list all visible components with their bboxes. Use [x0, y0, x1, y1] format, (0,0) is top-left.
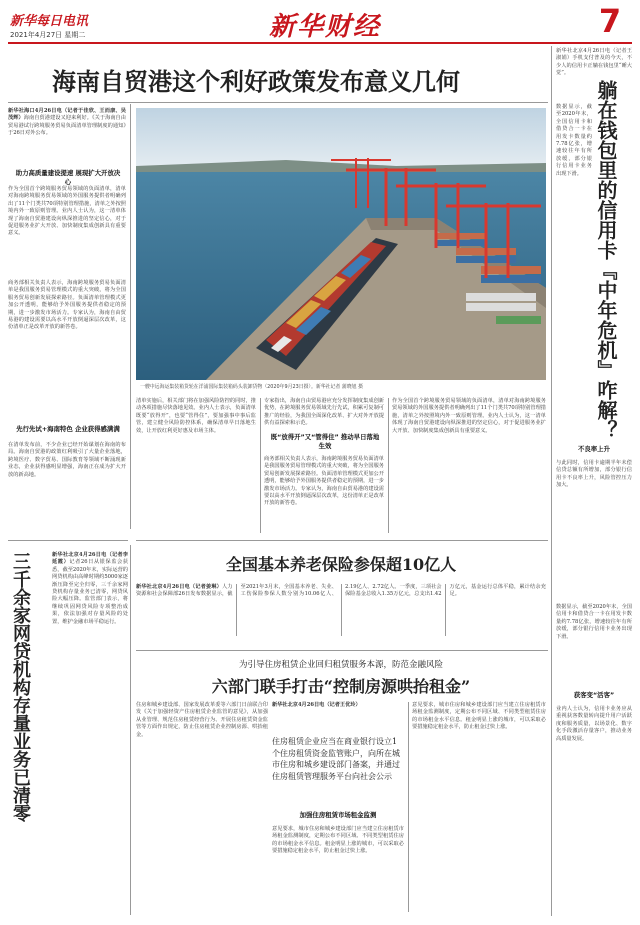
column-divider — [260, 398, 261, 533]
rental-headline: 六部门联手打击“控制房源哄抬租金” — [211, 677, 471, 696]
rental-body-3: 意见要求，城市住房和城乡建设部门应当建立住房租赁市场租金监测制度，定期公布不同区域、不同类型租赁住房的市场租金水平信息。租金明显上涨的城市，可以采取必要措施稳定租金水平，防止租金过快上涨。 — [412, 702, 546, 731]
rental-pullquote: 住房租赁企业应当在商业银行设立1个住房租赁资金监管账户，向所在城市住房和城乡建设部门备案，并通过住房租赁管理服务平台向社会公示 — [272, 737, 400, 781]
card-body-1: 数据显示，截至2020年末，全国信用卡和借贷合一卡在用发卡数量约7.78亿张，增速较往年有所放缓，部分银行信用卡业务出现下滑。 — [556, 104, 592, 177]
section-name: 新华财经 — [268, 12, 381, 42]
masthead-paper-name: 新华每日电讯 — [10, 14, 89, 29]
lead-body-5-cont: 作为全国首个跨境服务贸易领域的负面清单，清单对海南跨境服务贸易领域的外国服务提供者明确列出了11个门类共70项特别管理措施，清单之外按照境内外一致原则管理。业内人士认为，这一清单体现了海南自贸港建设向纵深推进的坚定信心，对于促进服务业扩大开放、加快制度集成创新具有重要意义。 — [392, 398, 546, 434]
card-intro: 新华社北京4月26日电（记者王淑娟）手机支付普及的今天，不少人的信用卡正躺在钱包里“睡大觉”。 — [556, 48, 632, 77]
card-body-2b: 数据显示，截至2020年末，全国信用卡和借贷合一卡在用发卡数量约7.78亿张，增速较往年有所放缓，部分银行信用卡业务出现下滑。 — [556, 604, 632, 640]
column-divider — [551, 46, 552, 916]
lead-headline: 海南自贸港这个利好政策发布意义几何 — [52, 68, 460, 96]
headline-rule — [8, 102, 548, 103]
p2p-body: 新华社北京4月26日电（记者李延霞）记者26日从银保监会获悉，截至2020年末，实际运营的网贷机构由高峰时期约5000家逐渐压降至完全归零，三千余家网贷机构存量业务已清零，网贷风险大幅压降。监管部门表示，将继续巩固网贷风险专项整治成果，依法加强对存量风险的处置，维护金融市场平稳运行。 — [52, 552, 128, 625]
lead-body-3: 在清单发布前，不少企业已经开始谋划在海南的布局。海南自贸港的政策红利吸引了大量企业落地，跨境医疗、数字贸易、国际教育等领域不断涌现新业态，企业获得感明显增强，海南正在成为扩大开放的新高地。 — [8, 442, 126, 478]
card-headline: 躺在钱包里的信用卡『中年危机』咋解？ — [594, 80, 618, 440]
rental-kicker: 为引导住房租赁企业回归租赁服务本源，防范金融风险 — [238, 660, 443, 670]
column-divider — [408, 702, 409, 912]
lead-body-2: 商务部相关负责人表示，海南跨境服务贸易负面清单是我国服务贸易管理模式的重大突破，将为全国服务贸易创新发展探索路径。负面清单管理模式更加公开透明，能够给予外国服务提供者稳定的预期，进一步激发市场活力。专家认为，海南自由贸易港的建设需要以高水平开放倒逼深层次改革，这份清单正是改革开放的新答卷。 — [8, 280, 126, 331]
lead-subhead-2: 先行先试+海南特色 企业获得感满满 — [16, 425, 120, 433]
left-feature-rule — [8, 540, 128, 541]
lead-body-4: 清单实施后，相关部门将在加强风险防控的同时，推动各项措施尽快落地见效。业内人士表示，负面清单既要“放得开”，也要“管得住”，要加强事中事后监管，建立健全风险防控体系，确保清单早日落地生效，让开放红利更好惠及市场主体。 — [136, 398, 256, 434]
card-body-3: 业内人士认为，信用卡业务应从重视获客数量转向提升用户活跃度和服务质量，以场景化、数字化手段激活存量客户，推动业务高质量发展。 — [556, 706, 632, 742]
lead-subhead-3: 既“放得开”又“管得住” 推动早日落地生效 — [270, 433, 380, 450]
pension-headline: 全国基本养老保险参保超10亿人 — [225, 555, 457, 574]
rental-body-1: 住房和城乡建设部、国家发展改革委等六部门日前联合印发《关于加强轻资产住房租赁企业监管的意见》，从加强从业管理、规范住房租赁经营行为、开展住房租赁资金监管等方面作出规定，防止住房租赁企业控制房源、哄抬租金。 — [136, 702, 268, 738]
lead-subhead-1: 助力高质量建设提速 展现扩大开放决心 — [15, 169, 121, 186]
column-divider — [130, 545, 131, 915]
card-subhead-3: 获客变“活客” — [573, 691, 615, 699]
card-body-2: 与此同时，信用卡逾期半年未偿信贷总额有所增加，部分银行信用卡不良率上升，风险管控压力加大。 — [556, 460, 632, 489]
port-photo — [136, 108, 546, 380]
column-divider — [388, 398, 389, 533]
lead-dateline: 新华社海口4月26日电（记者于佳欣、王而康、吴茂辉）海南自贸港建设又迎来利好。《关于海南自由贸易港试行跨境服务贸易负面清单管理制度的通知》于26日对外公布。 — [8, 108, 126, 137]
lead-body-5: 专家指出，海南自由贸易港应充分发挥制度集成创新优势，在跨境服务贸易领域先行先试，积累可复制可推广的经验，为我国全面深化改革、扩大对外开放提供有益探索和示范。 — [264, 398, 384, 427]
masthead-rule — [8, 42, 632, 44]
lead-body-1: 作为全国首个跨境服务贸易领域的负面清单，清单对海南跨境服务贸易领域的外国服务提供者明确列出了11个门类共70项特别管理措施，清单之外按照境内外一致原则管理。业内人士认为，这一清单体现了海南自贸港建设向纵深推进的坚定信心，对于促进服务业扩大开放、加快制度集成创新具有重要意义。 — [8, 186, 126, 237]
section-rule — [136, 650, 548, 651]
rental-subhead: 加强住房租赁市场租金监测 — [299, 811, 377, 819]
pension-body: 新华社北京4月26日电（记者姜琳）人力资源和社会保障部26日发布数据显示，截至2021年3月末，全国基本养老、失业、工伤保险参保人数分别为10.06亿人、2.19亿人、2.72亿人。一季度，三项社会保险基金总收入1.35万亿元，总支出1.42万亿元，基金运行总体平稳，累计结余充足。 — [136, 584, 546, 598]
section-rule — [136, 540, 548, 541]
lead-body-4-cont: 商务部相关负责人表示，海南跨境服务贸易负面清单是我国服务贸易管理模式的重大突破，将为全国服务贸易创新发展探索路径。负面清单管理模式更加公开透明，能够给予外国服务提供者稳定的预期，进一步激发市场活力。专家认为，海南自由贸易港的建设需要以高水平开放倒逼深层次改革，这份清单正是改革开放的新答卷。 — [264, 456, 384, 507]
p2p-headline: 三千余家网贷机构存量业务已清零 — [10, 552, 31, 822]
column-divider — [130, 104, 131, 529]
rental-body-1-cont: 新华社北京4月26日电（记者王优玲） — [272, 702, 361, 708]
rental-body-2: 意见要求，城市住房和城乡建设部门应当建立住房租赁市场租金监测制度，定期公布不同区域、不同类型租赁住房的市场租金水平信息。租金明显上涨的城市，可以采取必要措施稳定租金水平，防止租金过快上涨。 — [272, 826, 404, 855]
masthead-date: 2021年4月27日 星期二 — [10, 31, 86, 39]
card-subhead-2: 不良率上升 — [578, 445, 610, 453]
photo-caption: 一艘中远海运集装箱货轮在洋浦国际集装箱码头装卸货物（2020年9月23日摄）。新华社记者 蒲晓旭 摄 — [140, 384, 363, 390]
page-number: 7 — [598, 2, 622, 40]
